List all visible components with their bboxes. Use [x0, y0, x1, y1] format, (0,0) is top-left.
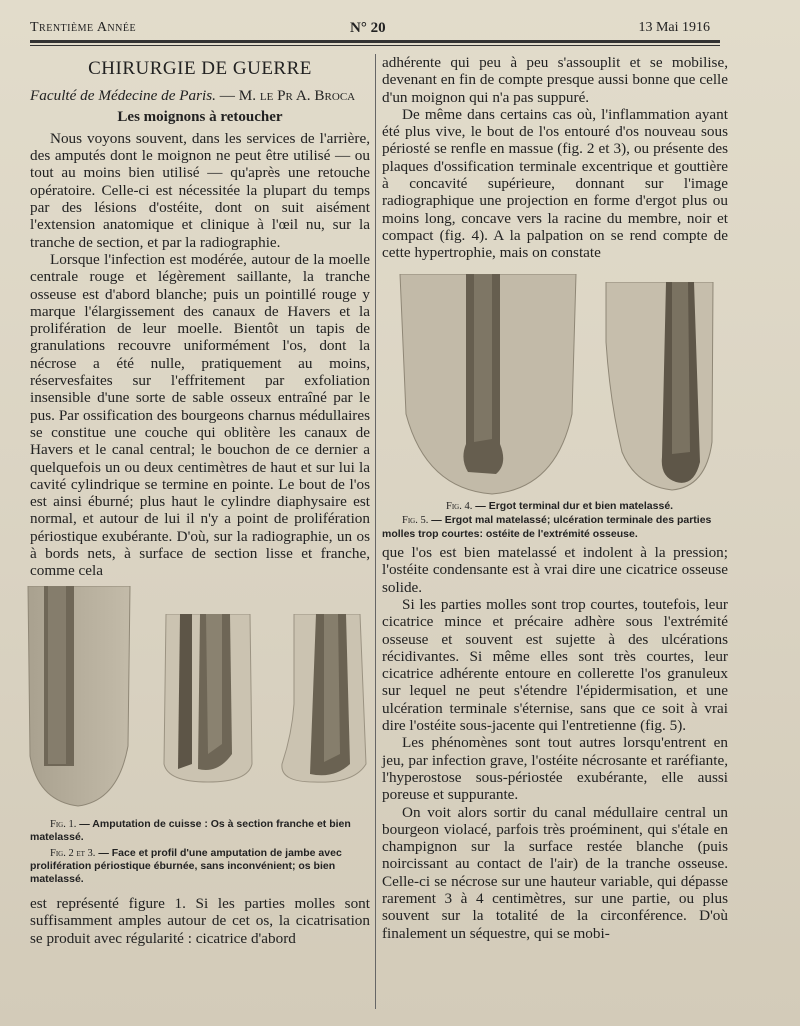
paragraph: est représenté figure 1. Si les parties molles sont suffisamment amples autour de cet os, la cicatrisation se produit avec régularité : cicatrice d'abord: [30, 895, 370, 947]
header-date: 13 Mai 1916: [638, 20, 710, 35]
paragraph: Nous voyons souvent, dans les services de l'arrière, des amputés dont le moignon ne peut être utilisé — ou tout au moins bien utilisé — qu'après une retouche opératoire. Celle-ci est nécessitée la plupart du temps par des lésions d'ostéite, dont on suit aisément l'extension anatomique et clinique à l'œil nu, sur la tranche de section, et par la radiographie.: [30, 129, 370, 251]
column-separator: [375, 54, 376, 1009]
figure-4-caption: Fig. 4. — Ergot terminal dur et bien matelassé.: [446, 499, 674, 512]
figure-1-2-3: [18, 586, 382, 818]
radiograph-fig5: [602, 282, 717, 494]
figure-5-caption: Fig. 5. — Ergot mal matelassé; ulcération terminale des parties molles trop courtes: ostéite de l'extrémité osseuse.: [382, 514, 712, 540]
paragraph: Lorsque l'infection est modérée, autour de la moelle centrale rouge et légèrement saillante, la tranche osseuse est d'abord blanche; puis un pointillé rouge y marque l'élargissement des canaux de Havers et la prolifération de leur moelle. Bientôt un tapis de granulations recouvre uniformément l'os, dont la nécrose a été nulle, pratiquement au moins, réservesfaites sur l'effritement par exfoliation insensible d'une sorte de sable osseux entraîné par le pus. Par ossification des bourgeons charnus médullaires se constitue une couche qui oblitère les canaux de Havers et le canal central; le bouchon de ce dernier a quelquefois un ou deux centimètres de haut et sur lui la cavité cylindrique se termine en pointe. Le bout de l'os est ainsi éburné; plus haut le cylindre diaphysaire est normal, et autour de lui il n'y a point de prolifération périostique exubérante. D'où, sur la radiographie, un os à bords nets, à surface de section lisse et franche, comme cela: [30, 250, 370, 580]
paragraph: Si les parties molles sont trop courtes, toutefois, leur cicatrice mince et précaire adhère sous l'extrémité osseuse et souvent est sujette à des ulcérations récidivantes. Si même elles sont très courtes, leur cicatrice adhérente entoure en collerette l'os granuleux sur lequel ne peut s'étendre l'épidermisation, et une ulcération terminale s'éternise, sans que ce soit à vrai dire l'ostéite sous-jacente qui l'entretienne (fig. 5).: [382, 595, 728, 735]
paragraph: Les phénomènes sont tout autres lorsqu'entrent en jeu, par infection grave, l'ostéite nécrosante et raréfiante, l'hyperostose sous-périostée exubérante, elle aussi poreuse et suppurante.: [382, 734, 728, 804]
article-title: Les moignons à retoucher: [117, 108, 283, 125]
figure-1-caption: Fig. 1. — Amputation de cuisse : Os à section franche et bien matelassé.: [30, 817, 351, 844]
radiograph-fig2: [158, 614, 258, 784]
byline-faculty: Faculté de Médecine de Paris.: [30, 87, 216, 105]
paragraph: On voit alors sortir du canal médullaire central un bourgeon violacé, parfois très proéminent, qui s'étale en champignon sur la surface restée blanche (puis noircissant au contact de l'air) de la tranche osseuse. Celle-ci se nécrose sur une hauteur variable, qui dépasse rarement 3 à 4 centimètres, sur une partie, ou plus souvent sur la totalité de la circonférence. D'où finalement un séquestre, qui se mobi-: [382, 803, 728, 942]
radiograph-fig4: [396, 274, 581, 496]
running-header: [30, 20, 710, 40]
header-issue-number: N° 20: [350, 20, 386, 36]
byline-author: — M. le Pr A. Broca: [215, 87, 356, 105]
byline: [30, 87, 370, 104]
figure-4-5: [382, 274, 728, 500]
figure-2-3-caption: Fig. 2 et 3. — Face et profil d'une amputation de jambe avec prolifération périostique éburnée, sans inconvénient; os bien matelassé.: [30, 846, 342, 885]
header-rule: [30, 40, 720, 46]
paragraph: adhérente qui peu à peu s'assouplit et se mobilise, devenant en fin de compte presque aussi bonne que celle d'un moignon qui n'a pas suppuré.: [382, 54, 728, 106]
right-column: [382, 54, 728, 942]
paragraph: De même dans certains cas où, l'inflammation ayant été plus vive, le bout de l'os entouré d'os nouveau sous périosté se renfle en massue (fig. 2 et 3), ou présente des plaques d'ossification terminale excentrique et gouttière à concavité supérieure, donnant sur l'image radiographique une projection en forme d'ergot plus ou moins long, concave vers la racine du membre, noir et compact (fig. 4). A la palpation on se rend compte de cette hypertrophie, mais on constate: [382, 105, 728, 262]
section-title: CHIRURGIE DE GUERRE: [88, 58, 312, 79]
radiograph-fig3: [274, 614, 374, 784]
header-year: Trentième Année: [30, 20, 137, 35]
left-column: [30, 54, 370, 947]
paragraph: que l'os est bien matelassé et indolent à la pression; l'ostéite condensante est à vrai dire une cicatrice osseuse solide.: [382, 544, 728, 596]
radiograph-fig1: [18, 586, 136, 811]
